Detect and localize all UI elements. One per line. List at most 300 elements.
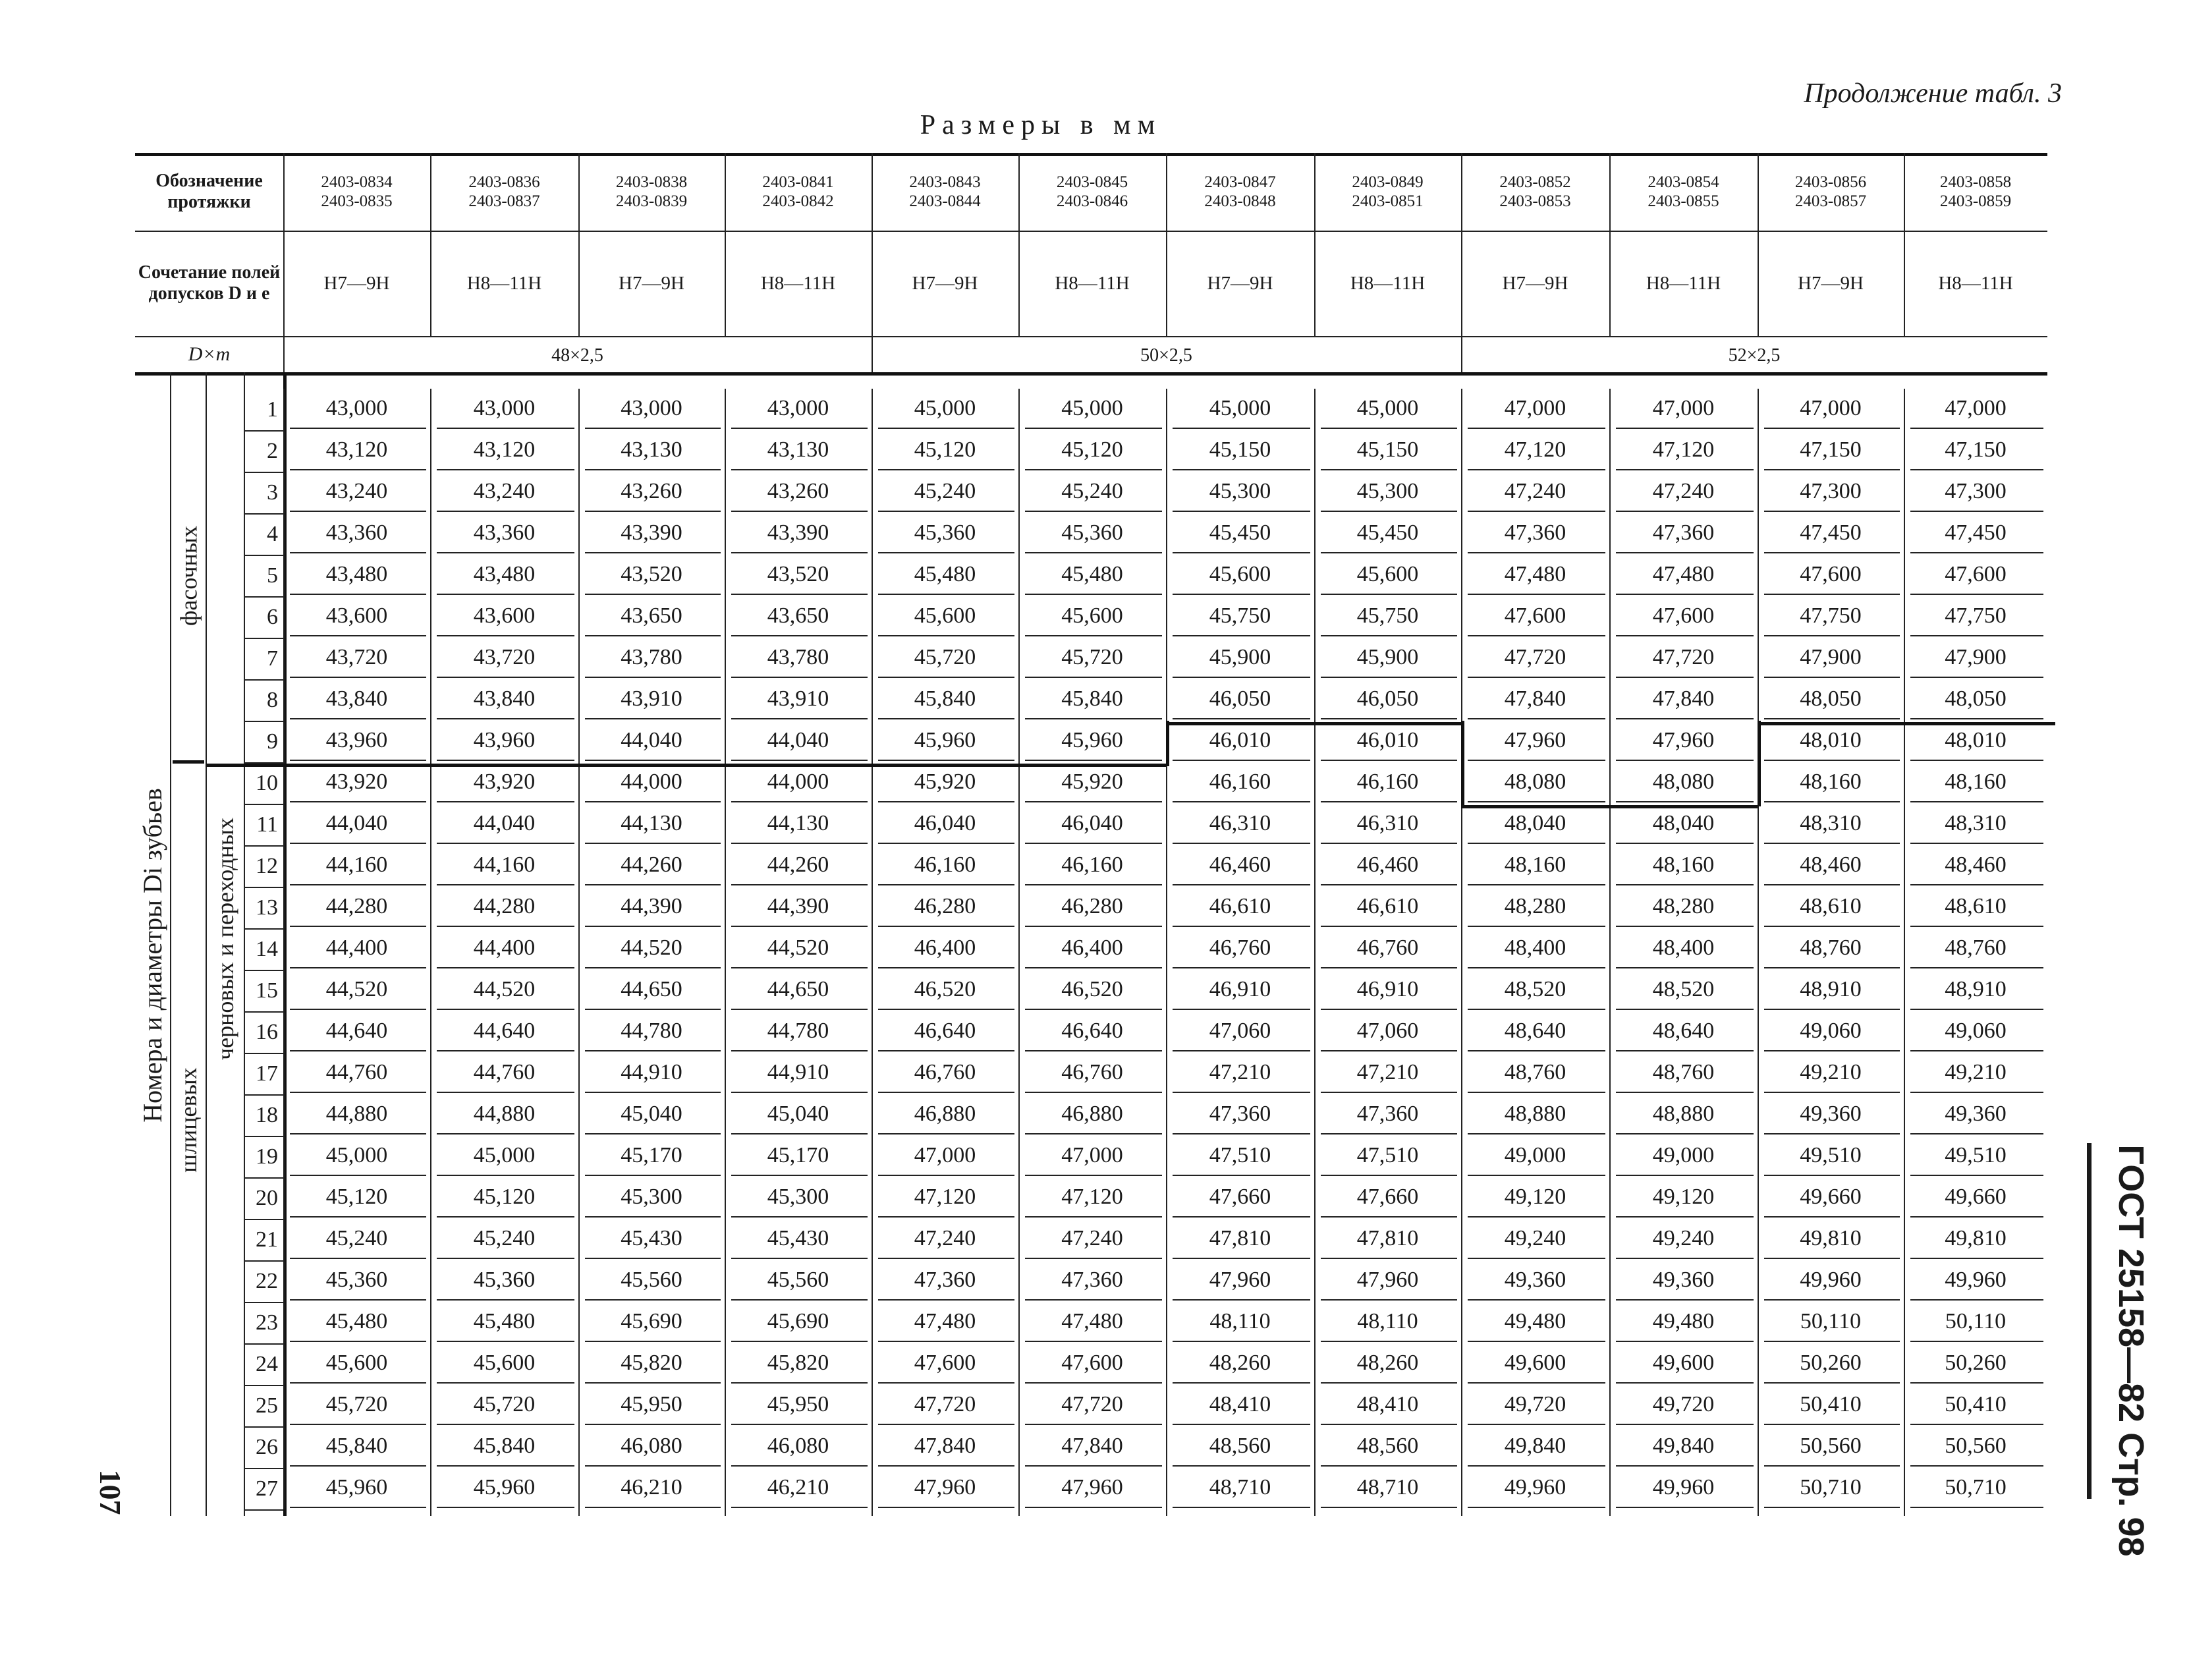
column-rule xyxy=(283,1053,285,1094)
diameter-value: 45,950 xyxy=(767,1391,829,1416)
diameter-value: 46,310 xyxy=(1356,810,1419,835)
diameter-value: 45,600 xyxy=(1209,561,1271,586)
diameter-value: 45,300 xyxy=(1209,478,1271,503)
value-underline xyxy=(1025,843,1162,844)
diameter-value: 49,000 xyxy=(1652,1142,1715,1167)
broach-code-cell xyxy=(1166,153,1314,231)
value-underline xyxy=(437,718,574,719)
column-rule xyxy=(283,1302,285,1343)
value-underline xyxy=(1468,843,1605,844)
diameter-value: 48,460 xyxy=(1800,852,1862,877)
column-rule xyxy=(283,513,285,555)
value-underline xyxy=(731,1050,868,1051)
value-underline xyxy=(1173,511,1310,512)
value-underline xyxy=(1173,843,1310,844)
diameter-value: 47,240 xyxy=(1652,478,1715,503)
diameter-value: 47,240 xyxy=(914,1225,976,1250)
value-underline xyxy=(1468,594,1605,595)
column-rule xyxy=(430,389,431,1516)
value-underline xyxy=(878,1424,1014,1425)
value-underline xyxy=(290,635,426,636)
value-underline xyxy=(1173,1133,1310,1134)
tooth-number: 25 xyxy=(256,1393,278,1418)
diameter-value: 46,640 xyxy=(914,1018,976,1043)
diameter-value: 48,760 xyxy=(1504,1059,1566,1084)
value-underline xyxy=(1764,552,1900,553)
tooth-number: 2 xyxy=(267,438,278,463)
column-rule xyxy=(1609,389,1611,1516)
transition-rule xyxy=(1166,721,1169,766)
tooth-number: 3 xyxy=(267,480,278,505)
diameter-value: 45,750 xyxy=(1356,603,1419,628)
value-underline xyxy=(1321,926,1457,927)
column-rule xyxy=(283,430,285,472)
diameter-value: 45,000 xyxy=(325,1142,388,1167)
value-underline xyxy=(1910,801,2043,802)
diameter-value: 44,520 xyxy=(325,976,388,1001)
diameter-value: 49,810 xyxy=(1800,1225,1862,1250)
diameter-value: 46,880 xyxy=(914,1101,976,1126)
diameter-value: 46,010 xyxy=(1356,727,1419,752)
diameter-value: 47,060 xyxy=(1356,1018,1419,1043)
broach-code: 2403-0842 xyxy=(762,192,834,210)
diameter-value: 45,720 xyxy=(914,644,976,669)
value-underline xyxy=(1468,428,1605,429)
column-rule xyxy=(283,1343,285,1385)
gost-side-stamp: ГОСТ 25158—82 Стр. 98 xyxy=(2111,1144,2151,1557)
diameter-value: 44,260 xyxy=(621,852,682,877)
value-underline xyxy=(1910,1092,2043,1093)
value-underline xyxy=(1616,1009,1754,1010)
diameter-value: 45,480 xyxy=(1061,561,1123,586)
value-underline xyxy=(1616,469,1754,470)
diameter-value: 49,600 xyxy=(1652,1350,1715,1375)
broach-code: 2403-0835 xyxy=(321,192,393,210)
value-underline xyxy=(1321,760,1457,761)
column-rule xyxy=(1018,389,1020,1516)
group-label-rough: черновых и переходных xyxy=(212,818,238,1060)
value-underline xyxy=(731,1175,868,1176)
broach-code: 2403-0846 xyxy=(1056,192,1128,210)
diameter-value: 48,710 xyxy=(1356,1474,1419,1499)
value-underline xyxy=(1173,718,1310,719)
value-underline xyxy=(437,1092,574,1093)
diameter-value: 43,520 xyxy=(767,561,829,586)
broach-code-cell xyxy=(1018,153,1166,231)
column-rule xyxy=(283,970,285,1011)
diameter-value: 45,840 xyxy=(1061,686,1123,711)
value-underline xyxy=(1025,1258,1162,1259)
diameter-value: 48,110 xyxy=(1357,1308,1418,1333)
diameter-value: 47,480 xyxy=(1652,561,1715,586)
diameter-value: 44,160 xyxy=(325,852,388,877)
column-rule xyxy=(283,845,285,887)
value-underline xyxy=(1910,1216,2043,1218)
value-underline xyxy=(585,1424,721,1425)
diameter-value: 46,160 xyxy=(914,852,976,877)
value-underline xyxy=(1468,1050,1605,1051)
broach-code: 2403-0853 xyxy=(1499,192,1571,210)
designation-label: Обозначение протяжки xyxy=(155,171,263,212)
diameter-value: 44,910 xyxy=(621,1059,682,1084)
diameter-value: 49,960 xyxy=(1652,1474,1715,1499)
value-underline xyxy=(585,1465,721,1467)
value-underline xyxy=(1321,1258,1457,1259)
value-underline xyxy=(878,428,1014,429)
diameter-value: 45,840 xyxy=(914,686,976,711)
diameter-value: 43,650 xyxy=(621,603,682,628)
diameter-value: 47,000 xyxy=(1800,395,1862,420)
table-rule xyxy=(206,372,207,1516)
diameter-value: 47,720 xyxy=(1061,1391,1123,1416)
diameter-value: 48,160 xyxy=(1945,769,2007,794)
diameter-value: 44,260 xyxy=(767,852,829,877)
value-underline xyxy=(878,1465,1014,1467)
transition-rule xyxy=(1461,721,1464,806)
value-underline xyxy=(1173,594,1310,595)
value-underline xyxy=(1025,1216,1162,1218)
value-underline xyxy=(1910,1133,2043,1134)
value-underline xyxy=(1468,1133,1605,1134)
column-rule xyxy=(283,721,285,762)
value-underline xyxy=(1764,1424,1900,1425)
value-underline xyxy=(878,677,1014,678)
diameter-value: 48,610 xyxy=(1800,893,1862,918)
diameter-value: 43,920 xyxy=(325,769,388,794)
diameter-value: 47,210 xyxy=(1209,1059,1271,1084)
diameter-value: 43,240 xyxy=(473,478,536,503)
diameter-value: 44,640 xyxy=(325,1018,388,1043)
diameter-value: 45,360 xyxy=(325,1267,388,1292)
diameter-value: 48,910 xyxy=(1800,976,1862,1001)
value-underline xyxy=(1025,760,1162,761)
diameter-value: 45,690 xyxy=(621,1308,682,1333)
diameter-value: 44,000 xyxy=(621,769,682,794)
broach-code: 2403-0857 xyxy=(1794,192,1867,210)
value-underline xyxy=(585,635,721,636)
value-underline xyxy=(731,967,868,968)
diameter-value: 46,210 xyxy=(767,1474,829,1499)
value-underline xyxy=(1173,1299,1310,1301)
value-underline xyxy=(585,967,721,968)
value-underline xyxy=(1616,967,1754,968)
diameter-value: 48,760 xyxy=(1800,935,1862,960)
value-underline xyxy=(1764,1299,1900,1301)
value-underline xyxy=(731,1341,868,1342)
diameter-value: 48,280 xyxy=(1652,893,1715,918)
column-rule xyxy=(283,1136,285,1177)
diameter-value: 46,760 xyxy=(914,1059,976,1084)
value-underline xyxy=(1321,1382,1457,1384)
diameter-value: 45,450 xyxy=(1209,520,1271,545)
value-underline xyxy=(1025,469,1162,470)
broach-code: 2403-0851 xyxy=(1352,192,1424,210)
diameter-value: 45,900 xyxy=(1209,644,1271,669)
value-underline xyxy=(290,884,426,885)
broach-code-cell xyxy=(725,153,872,231)
column-rule xyxy=(283,1260,285,1302)
diameter-value: 50,410 xyxy=(1800,1391,1862,1416)
value-underline xyxy=(1764,718,1900,719)
diameter-value: 43,720 xyxy=(325,644,388,669)
value-underline xyxy=(437,1382,574,1384)
diameter-value: 45,480 xyxy=(473,1308,536,1333)
value-underline xyxy=(878,1216,1014,1218)
value-underline xyxy=(437,635,574,636)
value-underline xyxy=(1025,926,1162,927)
value-underline xyxy=(731,1258,868,1259)
tooth-number: 19 xyxy=(256,1144,278,1169)
tolerance-value: H7—9H xyxy=(1207,272,1273,294)
value-underline xyxy=(878,1050,1014,1051)
diameter-value: 44,910 xyxy=(767,1059,829,1084)
value-underline xyxy=(585,843,721,844)
diameter-value: 47,150 xyxy=(1800,437,1862,462)
value-underline xyxy=(1173,1050,1310,1051)
diameter-value: 43,120 xyxy=(473,437,536,462)
diameter-value: 45,840 xyxy=(473,1433,536,1458)
diameter-value: 47,300 xyxy=(1800,478,1862,503)
value-underline xyxy=(1468,884,1605,885)
value-underline xyxy=(1321,1133,1457,1134)
broach-code: 2403-0837 xyxy=(468,192,540,210)
diameter-value: 43,000 xyxy=(621,395,682,420)
value-underline xyxy=(1616,760,1754,761)
group-label-chamfer: фасочных xyxy=(175,525,202,626)
value-underline xyxy=(1468,469,1605,470)
value-underline xyxy=(1764,760,1900,761)
value-underline xyxy=(1321,1424,1457,1425)
diameter-value: 43,720 xyxy=(473,644,536,669)
value-underline xyxy=(585,594,721,595)
value-underline xyxy=(731,1216,868,1218)
value-underline xyxy=(1173,1382,1310,1384)
tolerance-value: H8—11H xyxy=(760,272,836,294)
value-underline xyxy=(1173,677,1310,678)
value-underline xyxy=(1173,469,1310,470)
value-underline xyxy=(1616,801,1754,802)
value-underline xyxy=(878,511,1014,512)
diameter-value: 48,110 xyxy=(1209,1308,1271,1333)
value-underline xyxy=(1616,843,1754,844)
diameter-value: 45,960 xyxy=(914,727,976,752)
dxm-group-value: 48×2,5 xyxy=(551,345,603,366)
value-underline xyxy=(878,552,1014,553)
value-underline xyxy=(290,1341,426,1342)
column-rule xyxy=(283,1177,285,1219)
value-underline xyxy=(731,760,868,761)
column-rule xyxy=(283,762,285,804)
broach-code: 2403-0843 xyxy=(909,173,981,191)
diameter-value: 48,760 xyxy=(1945,935,2007,960)
diameter-value: 47,360 xyxy=(1061,1267,1123,1292)
diameter-value: 44,130 xyxy=(767,810,829,835)
value-underline xyxy=(1321,428,1457,429)
value-underline xyxy=(878,1258,1014,1259)
value-underline xyxy=(1025,594,1162,595)
diameter-value: 44,880 xyxy=(325,1101,388,1126)
value-underline xyxy=(731,1092,868,1093)
column-rule xyxy=(283,928,285,970)
value-underline xyxy=(585,718,721,719)
diameter-value: 45,750 xyxy=(1209,603,1271,628)
diameter-value: 45,950 xyxy=(621,1391,682,1416)
broach-code: 2403-0841 xyxy=(762,173,834,191)
diameter-value: 47,840 xyxy=(914,1433,976,1458)
value-underline xyxy=(1468,1382,1605,1384)
value-underline xyxy=(585,1175,721,1176)
diameter-value: 43,840 xyxy=(473,686,536,711)
diameter-value: 48,880 xyxy=(1652,1101,1715,1126)
diameter-value: 47,360 xyxy=(1504,520,1566,545)
value-underline xyxy=(1764,1133,1900,1134)
diameter-value: 46,400 xyxy=(914,935,976,960)
value-underline xyxy=(878,926,1014,927)
diameter-value: 45,120 xyxy=(914,437,976,462)
column-rule xyxy=(283,1094,285,1136)
value-underline xyxy=(585,801,721,802)
value-underline xyxy=(290,1424,426,1425)
diameter-value: 47,360 xyxy=(1356,1101,1419,1126)
diameter-value: 47,600 xyxy=(1945,561,2007,586)
value-underline xyxy=(731,428,868,429)
diameter-value: 44,400 xyxy=(473,935,536,960)
value-underline xyxy=(437,884,574,885)
diameter-value: 49,360 xyxy=(1504,1267,1566,1292)
diameter-value: 44,640 xyxy=(473,1018,536,1043)
diameter-value: 45,720 xyxy=(1061,644,1123,669)
value-underline xyxy=(878,1507,1014,1508)
diameter-value: 43,120 xyxy=(325,437,388,462)
value-underline xyxy=(1468,1341,1605,1342)
value-underline xyxy=(1321,967,1457,968)
value-underline xyxy=(1173,1341,1310,1342)
value-underline xyxy=(585,1341,721,1342)
diameter-value: 48,310 xyxy=(1945,810,2007,835)
value-underline xyxy=(1173,760,1310,761)
diameter-value: 44,160 xyxy=(473,852,536,877)
value-underline xyxy=(585,1507,721,1508)
value-underline xyxy=(1025,1009,1162,1010)
diameter-value: 47,810 xyxy=(1356,1225,1419,1250)
diameter-value: 43,260 xyxy=(621,478,682,503)
broach-code: 2403-0855 xyxy=(1648,192,1719,210)
diameter-value: 46,880 xyxy=(1061,1101,1123,1126)
value-underline xyxy=(290,760,426,761)
value-underline xyxy=(878,1382,1014,1384)
diameter-value: 49,120 xyxy=(1504,1184,1566,1209)
diameter-value: 45,920 xyxy=(914,769,976,794)
value-underline xyxy=(437,926,574,927)
diameter-value: 44,520 xyxy=(473,976,536,1001)
diameter-value: 46,460 xyxy=(1209,852,1271,877)
diameter-value: 48,080 xyxy=(1504,769,1566,794)
group-label-main: Номера и диаметры Di зубьев xyxy=(138,788,167,1123)
value-underline xyxy=(878,760,1014,761)
diameter-value: 47,480 xyxy=(914,1308,976,1333)
value-underline xyxy=(731,843,868,844)
value-underline xyxy=(1910,1299,2043,1301)
diameter-value: 45,000 xyxy=(473,1142,536,1167)
diameter-value: 44,880 xyxy=(473,1101,536,1126)
tooth-number: 4 xyxy=(267,521,278,546)
value-underline xyxy=(1616,511,1754,512)
value-underline xyxy=(290,1133,426,1134)
diameter-value: 44,650 xyxy=(767,976,829,1001)
diameter-value: 48,910 xyxy=(1945,976,2007,1001)
value-underline xyxy=(1764,635,1900,636)
value-underline xyxy=(437,1175,574,1176)
diameter-value: 50,110 xyxy=(1945,1308,2007,1333)
value-underline xyxy=(437,1424,574,1425)
value-underline xyxy=(585,511,721,512)
diameter-value: 48,880 xyxy=(1504,1101,1566,1126)
diameter-value: 46,910 xyxy=(1356,976,1419,1001)
tooth-number: 23 xyxy=(256,1310,278,1335)
tooth-number: 7 xyxy=(267,646,278,671)
diameter-value: 44,280 xyxy=(325,893,388,918)
value-underline xyxy=(1173,1092,1310,1093)
tolerance-value: H7—9H xyxy=(1798,272,1864,294)
value-underline xyxy=(1321,594,1457,595)
diameter-value: 47,840 xyxy=(1652,686,1715,711)
value-underline xyxy=(290,1299,426,1301)
broach-code: 2403-0847 xyxy=(1204,173,1276,191)
diameter-value: 47,600 xyxy=(1061,1350,1123,1375)
tolerance-value: H7—9H xyxy=(619,272,684,294)
value-underline xyxy=(1321,1009,1457,1010)
value-underline xyxy=(1616,1258,1754,1259)
value-underline xyxy=(437,1216,574,1218)
diameter-value: 44,130 xyxy=(621,810,682,835)
value-underline xyxy=(1616,718,1754,719)
diameter-value: 45,820 xyxy=(767,1350,829,1375)
diameter-value: 45,300 xyxy=(767,1184,829,1209)
tooth-number: 22 xyxy=(256,1268,278,1293)
tooth-number: 1 xyxy=(267,397,278,422)
value-underline xyxy=(585,677,721,678)
value-underline xyxy=(437,1050,574,1051)
diameter-value: 47,120 xyxy=(1504,437,1566,462)
value-underline xyxy=(585,552,721,553)
value-underline xyxy=(1616,1175,1754,1176)
value-underline xyxy=(1025,1424,1162,1425)
diameter-value: 49,720 xyxy=(1652,1391,1715,1416)
table-rule xyxy=(170,372,171,1516)
diameter-value: 49,360 xyxy=(1945,1101,2007,1126)
value-underline xyxy=(290,677,426,678)
diameter-value: 45,920 xyxy=(1061,769,1123,794)
diameter-value: 47,960 xyxy=(1209,1267,1271,1292)
diameter-value: 44,520 xyxy=(767,935,829,960)
value-underline xyxy=(1910,843,2043,844)
value-underline xyxy=(437,428,574,429)
value-underline xyxy=(1764,884,1900,885)
diameter-value: 49,960 xyxy=(1504,1474,1566,1499)
tolerance-value: H7—9H xyxy=(912,272,978,294)
diameter-value: 47,510 xyxy=(1209,1142,1271,1167)
diameter-value: 45,900 xyxy=(1356,644,1419,669)
diameter-value: 46,210 xyxy=(621,1474,682,1499)
diameter-value: 48,410 xyxy=(1209,1391,1271,1416)
diameter-value: 49,510 xyxy=(1800,1142,1862,1167)
value-underline xyxy=(290,469,426,470)
value-underline xyxy=(1468,511,1605,512)
diameter-value: 47,960 xyxy=(1652,727,1715,752)
value-underline xyxy=(437,801,574,802)
row-number-rule xyxy=(244,1509,283,1511)
diameter-value: 48,080 xyxy=(1652,769,1715,794)
